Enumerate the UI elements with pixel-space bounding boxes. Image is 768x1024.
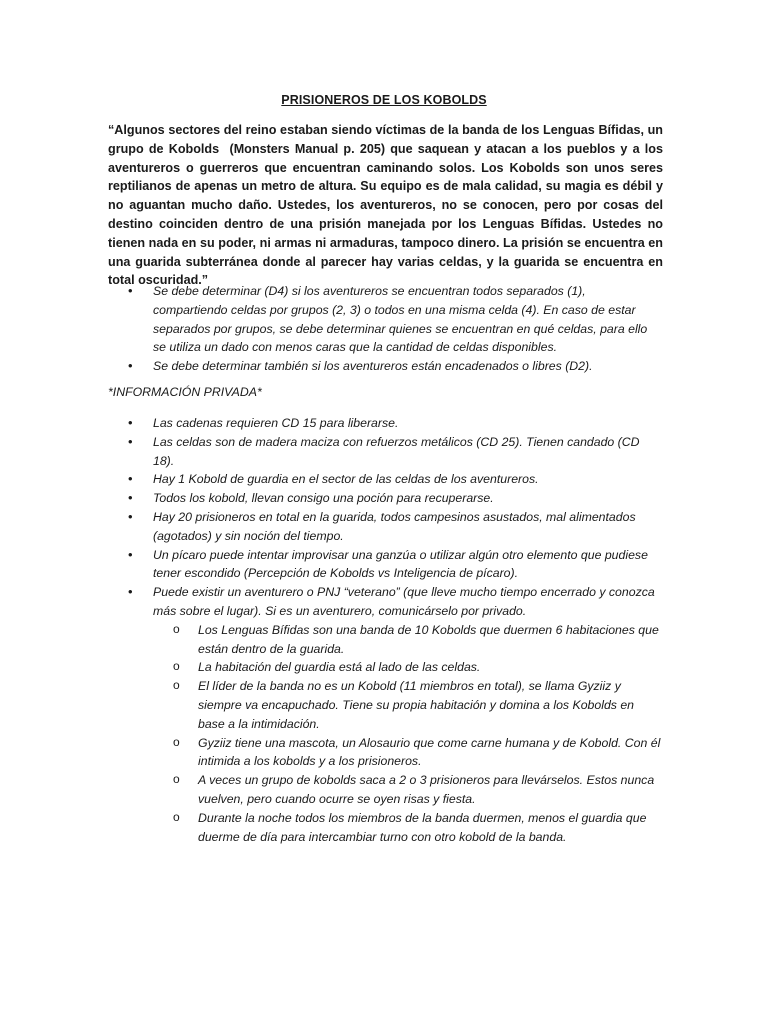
sub-list-item (153, 809, 663, 847)
private-info-heading: *INFORMACIÓN PRIVADA* (108, 385, 262, 399)
circle-bullet-icon: o (173, 659, 180, 674)
bullet-icon: • (128, 415, 133, 430)
bullet-icon: • (128, 490, 133, 506)
sub-list-item-text: La habitación del guardia está al lado de las celdas. (198, 660, 481, 675)
list-item (108, 282, 663, 357)
bullet-icon: • (128, 508, 133, 524)
list-item-text: Un pícaro puede intentar improvisar una ganzúa o utilizar algún otro elemento que pudiese tener escondido (Percepción de Kobolds vs Inteligencia de pícaro). (153, 547, 648, 581)
list-item-text: Puede existir un aventurero o PNJ “veterano” (que lleve mucho tiempo encerrado y conozca más sobre el lugar). Si es un aventurero, comunicárselo por privado. (153, 585, 655, 618)
sub-list-item (153, 771, 663, 809)
sub-list-item-text: Durante la noche todos los miembros de la banda duermen, menos el guardia que duerme de día para intercambiar turno con otro kobold de la banda. (198, 810, 647, 844)
document-title: PRISIONEROS DE LOS KOBOLDS (281, 93, 487, 107)
bullet-icon: • (128, 283, 133, 298)
intro-text-1: “Algunos sectores del reino estaban siendo víctimas de la banda de los Lenguas Bífidas, un grupo de Kobolds (108, 123, 663, 156)
sub-list-item-text: A veces un grupo de kobolds saca a 2 o 3 prisioneros para llevárselos. Estos nunca vuelven, pero cuando ocurre se oyen risas y fiesta. (198, 773, 655, 806)
list-item (108, 470, 663, 489)
sub-list-item-text: Los Lenguas Bífidas son una banda de 10 Kobolds que duermen 6 habitaciones que están dentro de la guarida. (198, 622, 659, 656)
intro-reference: (Monsters Manual p. 205) (229, 141, 386, 156)
sub-list-item-text: El líder de la banda no es un Kobold (11 miembros en total), se llama Gyziiz y siempre va encapuchado. Tiene su propia habitación y domina a los Kobolds en base a la intimidación. (198, 679, 635, 731)
circle-bullet-icon: o (173, 734, 180, 749)
list-item (108, 433, 663, 471)
veteran-sublist (153, 621, 663, 847)
sub-list-item (153, 658, 663, 677)
list-item-text: Las cadenas requieren CD 15 para liberarse. (153, 416, 399, 430)
sub-list-item (153, 621, 663, 659)
list-item-text: Las celdas son de madera maciza con refuerzos metálicos (CD 25). Tienen candado (CD 18). (153, 434, 640, 468)
circle-bullet-icon: o (173, 621, 180, 636)
private-info-list (108, 414, 663, 846)
list-item-text: Todos los kobold, llevan consigo una poción para recuperarse. (153, 491, 494, 506)
bullet-icon: • (128, 584, 133, 600)
intro-text-2: que saquean y atacan a los pueblos y a los aventureros o guerreros que encuentran caminando solos. Los Kobolds son unos seres reptilianos de apenas un metro de altura. Su equipo es de mala calidad, su magia es débil y no aguantan mucho daño. Ustedes, los aventureros, no se conocen, pero por cosas del destino coinciden dentro de una prisión manejada por los Lenguas Bífidas. Ustedes no tienen nada en su poder, ni armas ni armaduras, tampoco dinero. La prisión se encuentra en una guarida subterránea donde al parecer hay varias celdas, y la guarida se encuentra en total oscuridad.” (108, 141, 663, 288)
circle-bullet-icon: o (173, 678, 180, 693)
list-item (108, 583, 663, 846)
bullet-icon: • (128, 471, 133, 487)
setup-list (108, 282, 663, 376)
circle-bullet-icon: o (173, 772, 180, 787)
sub-list-item-text: Gyziiz tiene una mascota, un Alosaurio que come carne humana y de Kobold. Con él intimida a los kobolds y a los prisioneros. (198, 735, 661, 769)
bullet-icon: • (128, 358, 133, 374)
list-item-text: Se debe determinar también si los aventureros están encadenados o libres (D2). (153, 359, 593, 374)
list-item (108, 508, 663, 546)
list-item (108, 357, 663, 376)
list-item (108, 489, 663, 508)
circle-bullet-icon: o (173, 809, 180, 824)
sub-list-item (153, 677, 663, 733)
sub-list-item (153, 734, 663, 772)
list-item (108, 546, 663, 584)
list-item-text: Se debe determinar (D4) si los aventureros se encuentran todos separados (1), compartiendo celdas por grupos (2, 3) o todos en una misma celda (4). En caso de estar separados por grupos, se debe determinar quienes se encuentran en qué celdas, para ello se utiliza un dado con menos caras que la cantidad de celdas disponibles. (153, 284, 648, 355)
bullet-icon: • (128, 546, 133, 562)
bullet-icon: • (128, 433, 133, 449)
list-item-text: Hay 1 Kobold de guardia en el sector de las celdas de los aventureros. (153, 472, 539, 487)
list-item-text: Hay 20 prisioneros en total en la guarida, todos campesinos asustados, mal alimentados (agotados) y sin noción del tiempo. (153, 509, 636, 543)
list-item (108, 414, 663, 433)
intro-paragraph (108, 121, 663, 290)
